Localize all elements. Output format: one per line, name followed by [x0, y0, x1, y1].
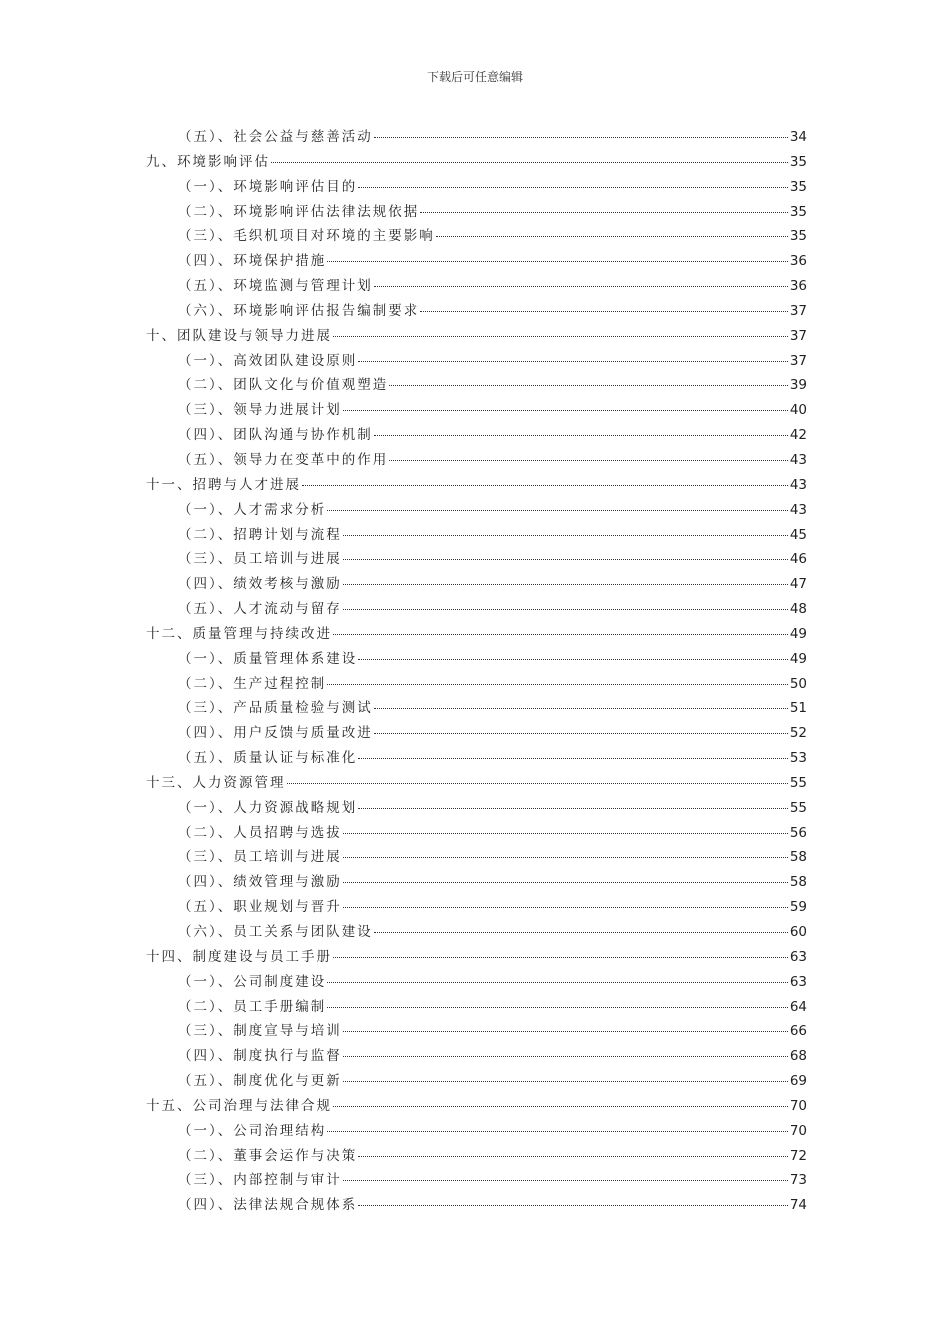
dot-leader [343, 1056, 788, 1057]
dot-leader [343, 1081, 788, 1082]
toc-entry-title: （五）、领导力在变革中的作用 [178, 451, 389, 468]
dot-leader [374, 286, 788, 287]
toc-entry-title: （一）、人才需求分析 [178, 501, 327, 518]
toc-entry-page-number: 55 [789, 799, 807, 816]
dot-leader [327, 1131, 788, 1132]
toc-entry-title: （五）、社会公益与慈善活动 [178, 129, 373, 145]
toc-entry-title: （四）、绩效管理与激励 [178, 874, 342, 891]
toc-entry-title: （五）、制度优化与更新 [178, 1073, 342, 1090]
toc-section-entry[interactable] [146, 1044, 807, 1069]
dot-leader [287, 783, 788, 784]
dot-leader [374, 137, 788, 138]
toc-section-entry[interactable] [146, 249, 807, 274]
toc-entry-title: 十二、质量管理与持续改进 [146, 625, 332, 642]
toc-entry-page-number: 35 [789, 153, 807, 170]
toc-section-entry[interactable] [146, 721, 807, 746]
toc-entry-title: （三）、员工培训与进展 [178, 849, 342, 866]
toc-entry-title: 十、团队建设与领导力进展 [146, 327, 332, 344]
toc-entry-page-number: 45 [789, 526, 807, 543]
toc-entry-page-number: 51 [789, 700, 807, 717]
toc-section-entry[interactable] [146, 895, 807, 920]
toc-section-entry[interactable] [146, 1069, 807, 1094]
toc-entry-page-number: 37 [789, 302, 807, 319]
toc-entry-title: 十五、公司治理与法律合规 [146, 1097, 332, 1114]
toc-entry-title: 十四、制度建设与员工手册 [146, 948, 332, 965]
toc-entry-title: （二）、环境影响评估法律法规依据 [178, 203, 420, 220]
toc-section-entry[interactable] [146, 1119, 807, 1144]
toc-entry-title: （四）、法律法规合规体系 [178, 1197, 358, 1214]
toc-section-entry[interactable] [146, 175, 807, 200]
dot-leader [358, 758, 788, 759]
dot-leader [343, 833, 788, 834]
toc-entry-title: （二）、董事会运作与决策 [178, 1147, 358, 1164]
toc-entry-page-number: 35 [789, 203, 807, 220]
dot-leader [389, 385, 788, 386]
dot-leader [333, 336, 788, 337]
dot-leader [327, 1007, 788, 1008]
toc-entry-title: （六）、员工关系与团队建设 [178, 924, 373, 940]
toc-entry-title: （一）、高效团队建设原则 [178, 352, 358, 369]
dot-leader [420, 311, 788, 312]
toc-entry-page-number: 35 [789, 178, 807, 195]
toc-entry-title: （四）、绩效考核与激励 [178, 576, 342, 593]
toc-entry-title: （一）、人力资源战略规划 [178, 799, 358, 816]
toc-section-entry[interactable] [146, 547, 807, 572]
toc-entry-page-number: 56 [789, 824, 807, 841]
dot-leader [343, 882, 788, 883]
toc-entry-title: （二）、生产过程控制 [178, 675, 327, 692]
toc-entry-page-number: 48 [789, 601, 807, 618]
toc-section-entry[interactable] [146, 920, 807, 945]
dot-leader [343, 907, 788, 908]
toc-entry-title: （四）、制度执行与监督 [178, 1048, 342, 1065]
toc-entry-title: （三）、领导力进展计划 [178, 402, 342, 419]
toc-entry-title: （四）、环境保护措施 [178, 253, 327, 270]
toc-entry-page-number: 58 [789, 874, 807, 891]
toc-entry-page-number: 70 [789, 1122, 807, 1139]
toc-entry-title: （四）、用户反馈与质量改进 [178, 725, 373, 742]
toc-entry-page-number: 72 [789, 1147, 807, 1164]
toc-entry-title: （一）、公司制度建设 [178, 973, 327, 990]
dot-leader [333, 634, 788, 635]
toc-entry-title: （三）、制度宣导与培训 [178, 1023, 342, 1040]
dot-leader [389, 460, 788, 461]
toc-entry-page-number: 63 [789, 948, 807, 965]
toc-section-entry[interactable] [146, 299, 807, 324]
toc-entry-title: （五）、环境监测与管理计划 [178, 278, 373, 295]
toc-entry-title: 九、环境影响评估 [146, 153, 270, 170]
toc-entry-page-number: 34 [789, 129, 807, 145]
table-of-contents [146, 125, 807, 1218]
dot-leader [343, 559, 788, 560]
toc-section-entry[interactable] [146, 995, 807, 1020]
toc-entry-page-number: 50 [789, 675, 807, 692]
dot-leader [302, 485, 788, 486]
toc-section-entry[interactable] [146, 1144, 807, 1169]
toc-entry-page-number: 42 [789, 427, 807, 444]
toc-section-entry[interactable] [146, 1019, 807, 1044]
dot-leader [343, 1180, 788, 1181]
toc-entry-page-number: 66 [789, 1023, 807, 1040]
toc-section-entry[interactable] [146, 349, 807, 374]
dot-leader [343, 857, 788, 858]
dot-leader [358, 1156, 788, 1157]
toc-entry-page-number: 39 [789, 377, 807, 394]
toc-section-entry[interactable] [146, 845, 807, 870]
toc-entry-page-number: 37 [789, 352, 807, 369]
toc-section-entry[interactable] [146, 647, 807, 672]
toc-section-entry[interactable] [146, 373, 807, 398]
toc-entry-title: （四）、团队沟通与协作机制 [178, 427, 373, 444]
toc-chapter-entry[interactable] [146, 622, 807, 647]
toc-entry-page-number: 37 [789, 327, 807, 344]
dot-leader [271, 162, 788, 163]
toc-entry-page-number: 43 [789, 476, 807, 493]
toc-section-entry[interactable] [146, 1168, 807, 1193]
toc-entry-page-number: 69 [789, 1073, 807, 1090]
toc-entry-page-number: 46 [789, 551, 807, 568]
dot-leader [374, 708, 788, 709]
toc-entry-title: （五）、质量认证与标准化 [178, 750, 358, 767]
toc-entry-page-number: 55 [789, 774, 807, 791]
toc-entry-title: （二）、员工手册编制 [178, 998, 327, 1015]
toc-entry-title: （三）、毛织机项目对环境的主要影响 [178, 228, 435, 245]
page-header: 下载后可任意编辑 [426, 70, 523, 84]
dot-leader [343, 535, 788, 536]
dot-leader [436, 236, 788, 237]
toc-entry-page-number: 47 [789, 576, 807, 593]
toc-entry-title: （二）、招聘计划与流程 [178, 526, 342, 543]
toc-entry-page-number: 73 [789, 1172, 807, 1189]
toc-chapter-entry[interactable] [146, 945, 807, 970]
dot-leader [343, 609, 788, 610]
toc-entry-page-number: 36 [789, 253, 807, 270]
toc-entry-page-number: 60 [789, 924, 807, 940]
toc-section-entry[interactable] [146, 870, 807, 895]
toc-section-entry[interactable] [146, 398, 807, 423]
toc-entry-title: 十三、人力资源管理 [146, 774, 286, 791]
dot-leader [333, 957, 788, 958]
toc-entry-title: （一）、环境影响评估目的 [178, 178, 358, 195]
dot-leader [333, 1106, 788, 1107]
dot-leader [327, 510, 788, 511]
dot-leader [358, 361, 788, 362]
toc-entry-page-number: 49 [789, 650, 807, 667]
toc-entry-title: （三）、内部控制与审计 [178, 1172, 342, 1189]
toc-entry-title: （六）、环境影响评估报告编制要求 [178, 302, 420, 319]
toc-entry-title: （五）、人才流动与留存 [178, 601, 342, 618]
toc-section-entry[interactable] [146, 1193, 807, 1218]
dot-leader [343, 584, 788, 585]
toc-entry-page-number: 59 [789, 899, 807, 916]
toc-section-entry[interactable] [146, 200, 807, 225]
toc-entry-title: （三）、产品质量检验与测试 [178, 700, 373, 717]
toc-entry-title: （二）、人员招聘与选拔 [178, 824, 342, 841]
dot-leader [343, 410, 788, 411]
dot-leader [358, 187, 788, 188]
toc-entry-page-number: 70 [789, 1097, 807, 1114]
toc-chapter-entry[interactable] [146, 473, 807, 498]
toc-section-entry[interactable] [146, 125, 807, 150]
toc-section-entry[interactable] [146, 696, 807, 721]
toc-entry-page-number: 63 [789, 973, 807, 990]
toc-entry-title: （三）、员工培训与进展 [178, 551, 342, 568]
toc-entry-page-number: 68 [789, 1048, 807, 1065]
toc-entry-page-number: 49 [789, 625, 807, 642]
dot-leader [327, 261, 788, 262]
toc-chapter-entry[interactable] [146, 324, 807, 349]
dot-leader [358, 808, 788, 809]
toc-section-entry[interactable] [146, 224, 807, 249]
dot-leader [358, 1205, 788, 1206]
toc-entry-page-number: 74 [789, 1197, 807, 1214]
toc-entry-page-number: 35 [789, 228, 807, 245]
toc-section-entry[interactable] [146, 597, 807, 622]
dot-leader [374, 733, 788, 734]
dot-leader [327, 684, 788, 685]
toc-entry-title: （五）、职业规划与晋升 [178, 899, 342, 916]
toc-section-entry[interactable] [146, 274, 807, 299]
toc-entry-title: （二）、团队文化与价值观塑造 [178, 377, 389, 394]
toc-entry-page-number: 64 [789, 998, 807, 1015]
dot-leader [420, 212, 788, 213]
toc-section-entry[interactable] [146, 796, 807, 821]
toc-entry-page-number: 58 [789, 849, 807, 866]
toc-entry-page-number: 43 [789, 451, 807, 468]
toc-entry-title: （一）、公司治理结构 [178, 1122, 327, 1139]
dot-leader [374, 932, 788, 933]
toc-section-entry[interactable] [146, 498, 807, 523]
toc-entry-page-number: 40 [789, 402, 807, 419]
toc-section-entry[interactable] [146, 672, 807, 697]
toc-entry-page-number: 36 [789, 278, 807, 295]
toc-entry-page-number: 52 [789, 725, 807, 742]
dot-leader [358, 659, 788, 660]
toc-section-entry[interactable] [146, 821, 807, 846]
toc-section-entry[interactable] [146, 423, 807, 448]
dot-leader [343, 1031, 788, 1032]
toc-entry-page-number: 43 [789, 501, 807, 518]
toc-section-entry[interactable] [146, 523, 807, 548]
toc-section-entry[interactable] [146, 448, 807, 473]
dot-leader [327, 982, 788, 983]
toc-entry-title: （一）、质量管理体系建设 [178, 650, 358, 667]
toc-section-entry[interactable] [146, 746, 807, 771]
toc-section-entry[interactable] [146, 572, 807, 597]
toc-chapter-entry[interactable] [146, 771, 807, 796]
toc-chapter-entry[interactable] [146, 150, 807, 175]
toc-section-entry[interactable] [146, 970, 807, 995]
toc-entry-title: 十一、招聘与人才进展 [146, 476, 301, 493]
toc-entry-page-number: 53 [789, 750, 807, 767]
dot-leader [374, 435, 788, 436]
toc-chapter-entry[interactable] [146, 1094, 807, 1119]
